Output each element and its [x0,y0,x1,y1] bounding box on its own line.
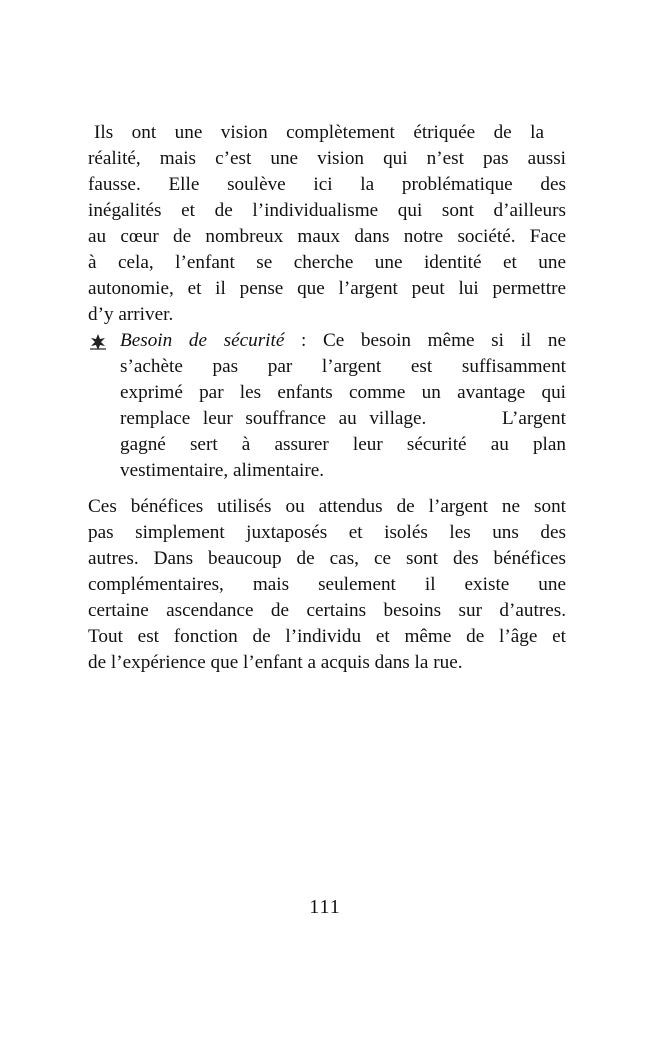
paragraph-1-line: autonomie, et il pense que l’argent peut lui permettre [88,278,566,299]
paragraph-2-line: Tout est fonction de l’individu et même de l’âge et [88,626,566,647]
bullet-line: vestimentaire, alimentaire. [120,460,325,481]
paragraph-2-line: autres. Dans beaucoup de cas, ce sont des bénéfices [88,548,566,569]
paragraph-2-line: Ces bénéfices utilisés ou attendus de l’argent ne sont [88,496,566,517]
paragraph-1 [88,120,566,328]
paragraph-2-line: complémentaires, mais seulement il existe une [88,574,566,595]
bullet-first-line-rest: : Ce besoin même si il ne [284,330,566,351]
paragraph-1-line: d’y arriver. [88,304,174,325]
paragraph-1-line: inégalités et de l’individualisme qui sont d’ailleurs [88,200,566,221]
paragraph-1-line: au cœur de nombreux maux dans notre société. Face [88,226,566,247]
bullet-line: gagné sert à assurer leur sécurité au plan [120,434,566,455]
bullet-item-securite [88,328,566,484]
paragraph-1-line: à cela, l’enfant se cherche une identité et une [88,252,566,273]
bullet-first-line [120,328,566,354]
paragraph-2-line: pas simplement juxtaposés et isolés les uns des [88,522,566,543]
paragraph-2 [88,494,566,676]
page-number: 111 [309,896,341,918]
paragraph-2-line: certaine ascendance de certains besoins sur d’autres. [88,600,566,621]
bullet-line: remplace leur souffrance au village. L’argent [120,408,566,429]
paragraph-1-line: réalité, mais c’est une vision qui n’est pas aussi [88,148,566,169]
bullet-line: s’achète pas par l’argent est suffisamment [120,356,566,377]
paragraph-2-line: de l’expérience que l’enfant a acquis dans la rue. [88,652,463,673]
leaf-bullet-icon [88,332,108,352]
paragraph-1-line: Ils ont une vision complètement étriquée de la [94,122,544,143]
paragraph-1-line: fausse. Elle soulève ici la problématique des [88,174,566,195]
bullet-title: Besoin de sécurité [120,330,285,351]
bullet-line: exprimé par les enfants comme un avantage qui [120,382,566,403]
